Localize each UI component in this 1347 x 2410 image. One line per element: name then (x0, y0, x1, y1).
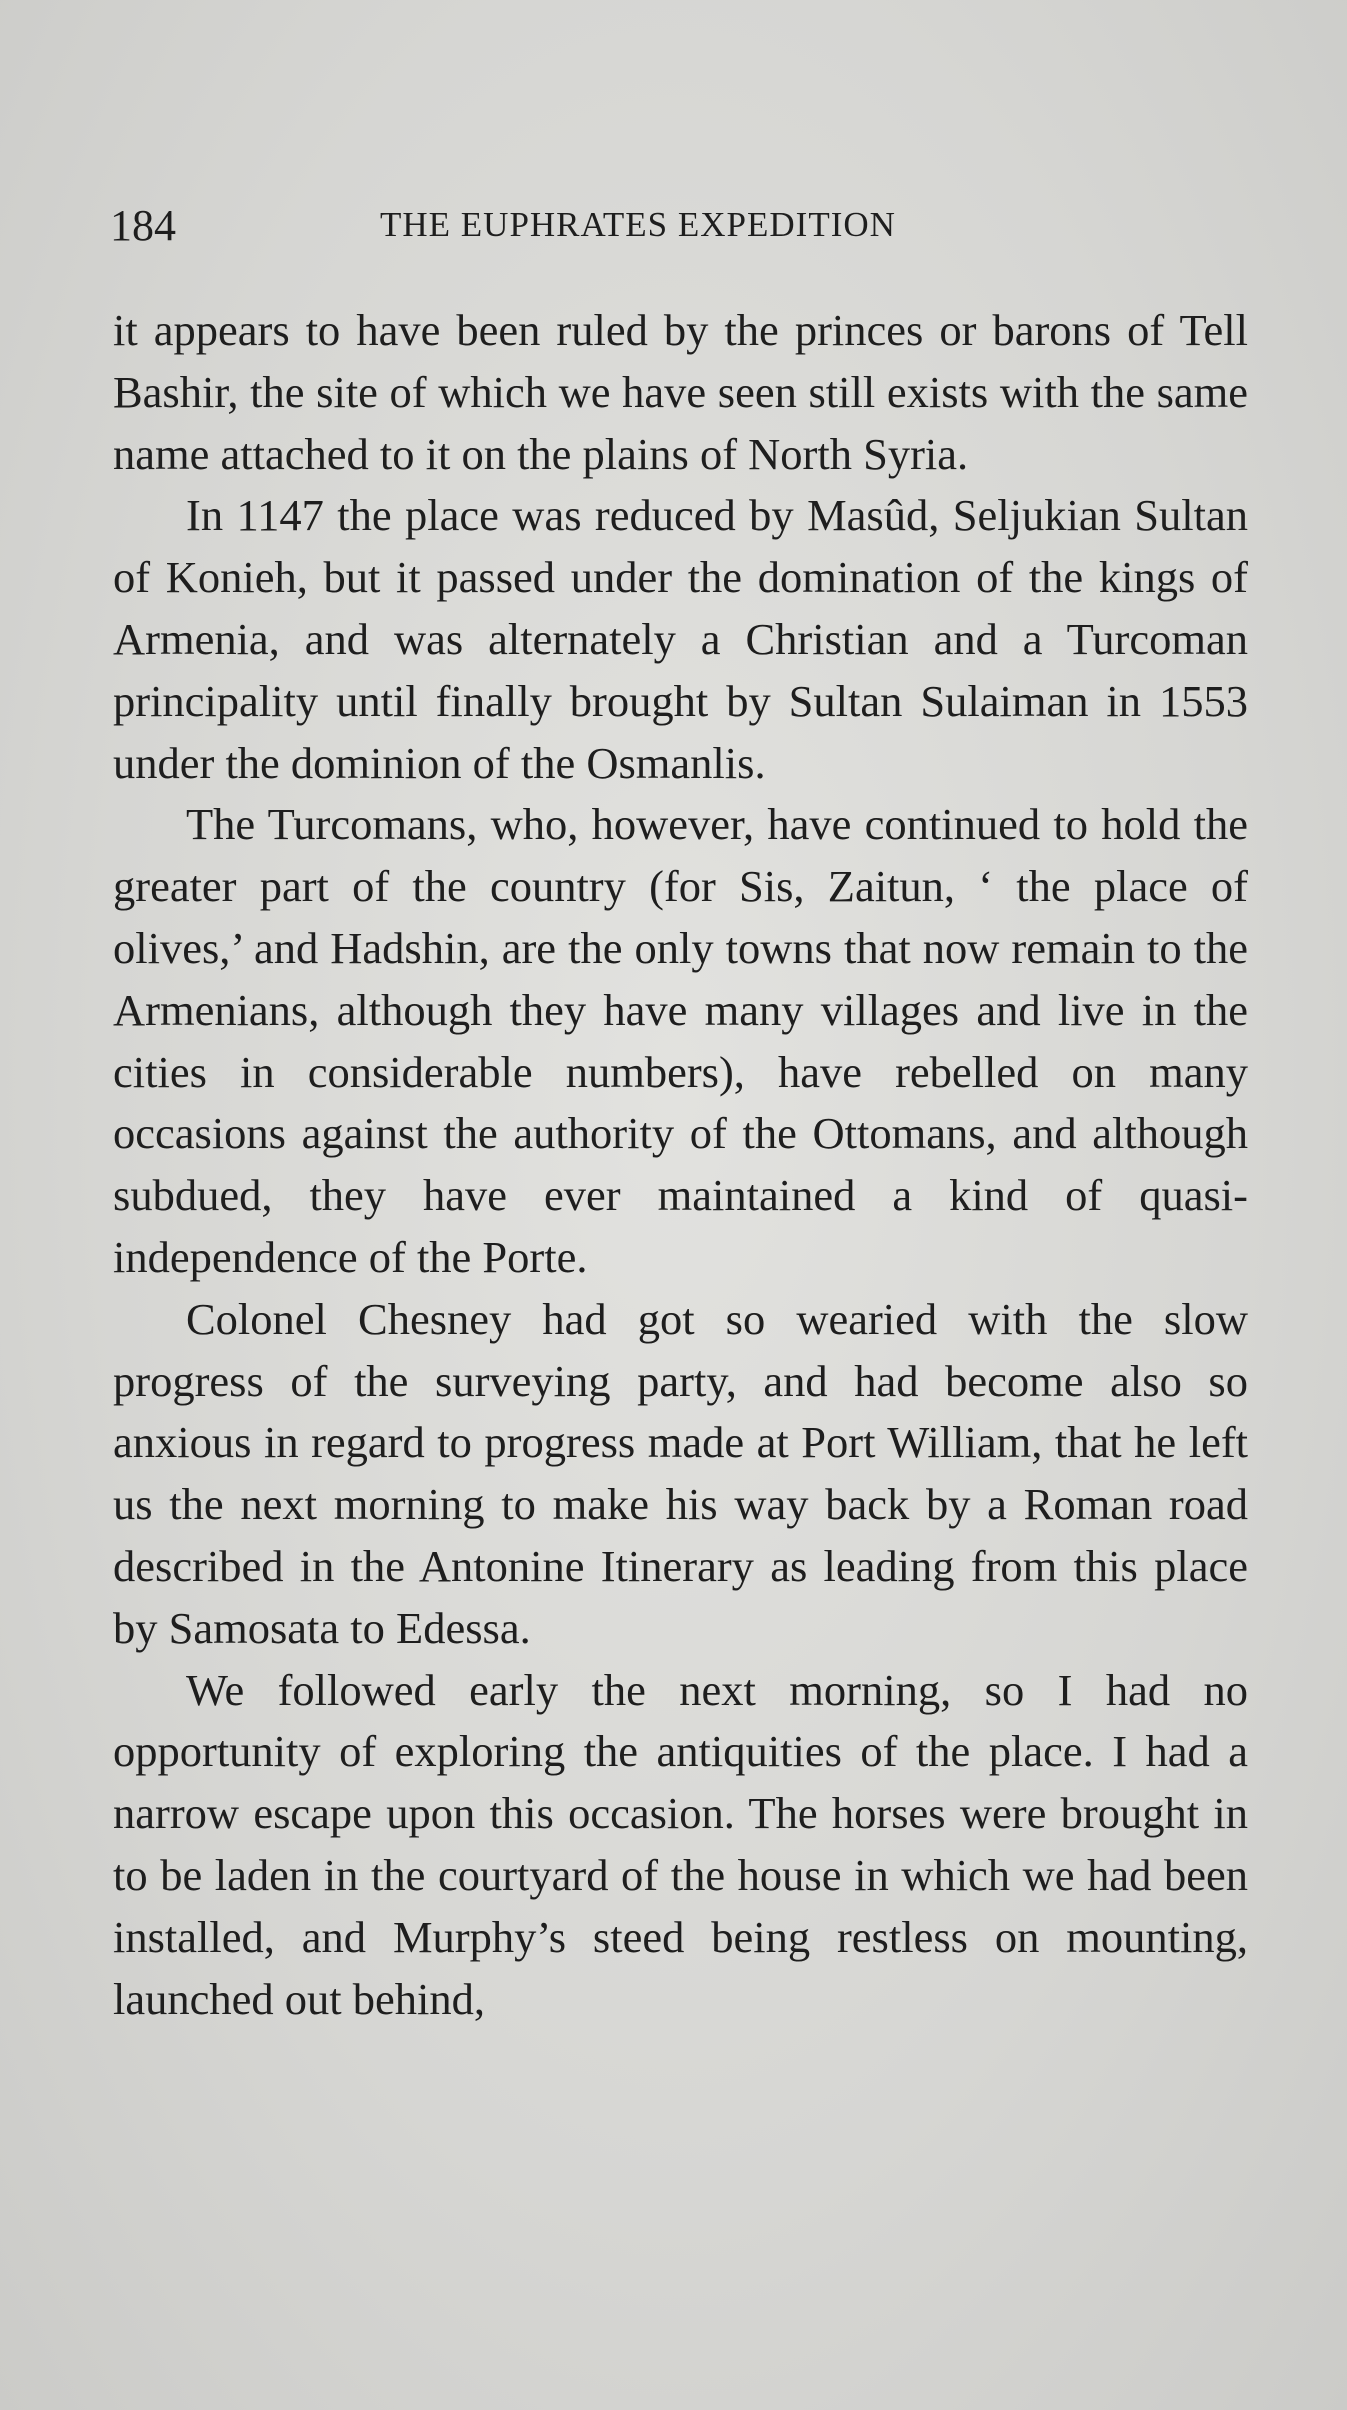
paragraph-5: We followed early the next morning, so I had no opportunity of exploring the antiquities of the place. I had a narrow escape upon this occasion. The horses were brought in to be laden in the courtyard of the house in which we had been installed, and Murphy’s steed being restless on mounting, launched out behind, (113, 1664, 1248, 2024)
body-text (113, 300, 1248, 2030)
paragraph-1: it appears to have been ruled by the princes or barons of Tell Bashir, the site of which we have seen still exists with the same name attached to it on the plains of North Syria. (113, 305, 1248, 479)
running-head (110, 200, 1250, 260)
running-title: THE EUPHRATES EXPEDITION (380, 205, 896, 244)
page-number: 184 (110, 201, 176, 250)
paragraph-2: In 1147 the place was reduced by Masûd, Seljukian Sultan of Konieh, but it passed under the domination of the kings of Armenia, and was alternately a Christian and a Turcoman principality until finally brought by Sultan Sulaiman in 1553 under the dominion of the Osmanlis. (113, 490, 1248, 788)
paragraph-4: Colonel Chesney had got so wearied with the slow progress of the surveying party, and had become also so anxious in regard to progress made at Port William, that he left us the next morning to make his way back by a Roman road described in the Antonine Itinerary as leading from this place by Samosata to Edessa. (113, 1293, 1248, 1653)
paragraph-3: The Turcomans, who, however, have continued to hold the greater part of the country (for Sis, Zaitun, ‘ the place of olives,’ and Hadshin, are the only towns that now remain to the Armenians, although they have many villages and live in the cities in considerable numbers), have rebelled on many occasions against the authority of the Ottomans, and although subdued, they have ever maintained a kind of quasi-independence of the Porte. (113, 799, 1248, 1282)
